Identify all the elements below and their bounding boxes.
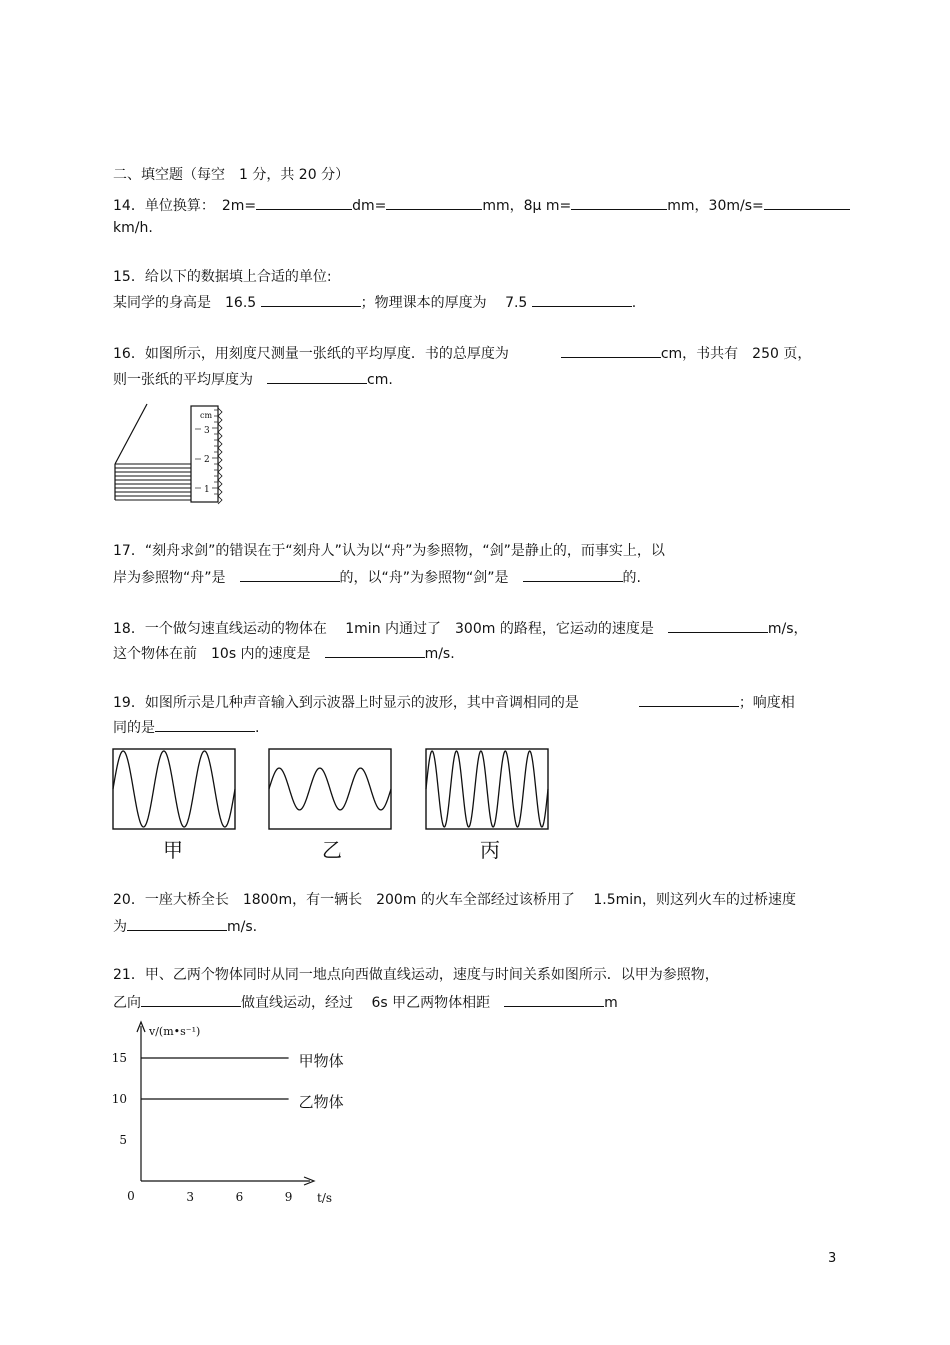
- q17-blank-2[interactable]: [523, 567, 623, 582]
- q18-text-b: m/s，: [767, 621, 808, 637]
- waveform-label-jia: 甲: [163, 838, 183, 862]
- x-axis-label: t/s: [317, 1191, 333, 1205]
- velocity-time-chart: [105, 1018, 350, 1213]
- q21-text-b: 做直线运动，经过 6s 甲乙两物体相距: [241, 995, 505, 1011]
- q21-text-c: m: [604, 995, 618, 1011]
- q20-blank-1[interactable]: [127, 916, 227, 931]
- section-title: 二、填空题（每空 1 分，共 20 分）: [113, 167, 350, 183]
- page-number: 3: [828, 1251, 837, 1266]
- y-tick-label: 5: [119, 1133, 127, 1147]
- q17-text-c: 的.: [622, 570, 641, 586]
- question-19-line2: [113, 717, 259, 737]
- series-label: 乙物体: [298, 1093, 344, 1111]
- q14-blank-2[interactable]: [386, 195, 482, 210]
- q14-blank-1[interactable]: [256, 195, 352, 210]
- book-pages: [115, 464, 191, 500]
- question-17: [113, 567, 641, 587]
- q21-blank-1[interactable]: [141, 992, 241, 1007]
- waveform-yi: [268, 748, 392, 830]
- series-label: 甲物体: [298, 1052, 344, 1070]
- y-tick-label: 15: [111, 1051, 127, 1065]
- x-tick-label: 6: [235, 1190, 244, 1204]
- q18-blank-1[interactable]: [668, 618, 768, 633]
- ruler-tick-label: 2: [204, 455, 210, 465]
- question-15: [113, 292, 636, 312]
- q20-text-b: 为: [113, 919, 127, 935]
- waveform-label-bing: 丙: [480, 838, 500, 862]
- y-axis-label: v/(m•s⁻¹): [149, 1025, 201, 1038]
- q20-line1: 20．一座大桥全长 1800m，有一辆长 200m 的火车全部经过该桥用了 1.5min，则这列火车的过桥速度: [113, 892, 797, 908]
- q16-text-d: cm.: [367, 372, 393, 388]
- q21-text-a: 乙向: [113, 995, 141, 1011]
- q16-text-b: cm，书共有 250 页，: [660, 346, 812, 362]
- q14-blank-3[interactable]: [571, 195, 667, 210]
- q19-text-d: .: [255, 720, 260, 736]
- q17-text-a: 岸为参照物“舟”是: [113, 570, 240, 586]
- q14-text-e: km/h.: [113, 220, 153, 236]
- ruler-unit-label: cm: [200, 411, 213, 420]
- question-14: [113, 195, 850, 215]
- q15-text-a: 某同学的身高是 16.5: [113, 295, 261, 311]
- question-20: [113, 916, 257, 936]
- q15-line1: 15．给以下的数据填上合适的单位:: [113, 269, 332, 285]
- q14-text-d: mm，30m/s=: [667, 198, 764, 214]
- q18-text-c: 这个物体在前 10s 内的速度是: [113, 646, 325, 662]
- q14-text-c: mm，8μ m=: [482, 198, 572, 214]
- y-tick-label: 10: [111, 1092, 127, 1106]
- question-16: [113, 343, 811, 363]
- q15-text-b: ；物理课本的厚度为 7.5: [360, 295, 532, 311]
- q16-text-c: 则一张纸的平均厚度为: [113, 372, 267, 388]
- waveform-label-yi: 乙: [322, 838, 342, 862]
- q19-text-a: 19．如图所示是几种声音输入到示波器上时显示的波形，其中音调相同的是: [113, 695, 579, 711]
- waveform-bing: [425, 748, 549, 830]
- q14-text-a: 14．单位换算： 2m=: [113, 198, 257, 214]
- ruler-figure: [113, 402, 228, 504]
- q18-text-a: 18．一个做匀速直线运动的物体在 1min 内通过了 300m 的路程，它运动的速度是: [113, 621, 668, 637]
- q17-text-b: 的，以“舟”为参照物“剑”是: [339, 570, 523, 586]
- question-19: [113, 692, 795, 712]
- q19-text-b: ；响度相: [738, 695, 795, 711]
- q17-line1: 17．“刻舟求剑”的错误在于“刻舟人”认为以“舟”为参照物，“剑”是静止的，而事实上，以: [113, 543, 665, 559]
- q19-blank-1[interactable]: [639, 692, 739, 707]
- ruler-tick-label: 3: [204, 426, 210, 436]
- q21-line1: 21．甲、乙两个物体同时从同一地点向西做直线运动，速度与时间关系如图所示．以甲为参照物，: [113, 967, 719, 983]
- q21-blank-2[interactable]: [504, 992, 604, 1007]
- origin-label: 0: [127, 1189, 135, 1203]
- q20-text-c: m/s.: [227, 919, 258, 935]
- q15-blank-2[interactable]: [532, 292, 632, 307]
- q15-text-c: .: [631, 295, 637, 311]
- q19-text-c: 同的是: [113, 720, 155, 736]
- q18-text-d: m/s.: [424, 646, 455, 662]
- q16-blank-1[interactable]: [561, 343, 661, 358]
- question-21: [113, 992, 618, 1012]
- question-16-line2: [113, 369, 393, 389]
- q16-text-a: 16．如图所示，用刻度尺测量一张纸的平均厚度．书的总厚度为: [113, 346, 509, 362]
- q17-blank-1[interactable]: [240, 567, 340, 582]
- q18-blank-2[interactable]: [325, 643, 425, 658]
- q15-blank-1[interactable]: [261, 292, 361, 307]
- question-18-line2: [113, 643, 455, 663]
- x-tick-label: 9: [284, 1190, 293, 1204]
- q19-blank-2[interactable]: [155, 717, 255, 732]
- q16-blank-2[interactable]: [267, 369, 367, 384]
- q14-text-b: dm=: [352, 198, 387, 214]
- waveform-jia: [112, 748, 236, 830]
- x-tick-label: 3: [186, 1190, 195, 1204]
- ruler-tick-label: 1: [204, 485, 210, 495]
- question-18: [113, 618, 808, 638]
- q14-blank-4[interactable]: [764, 195, 850, 210]
